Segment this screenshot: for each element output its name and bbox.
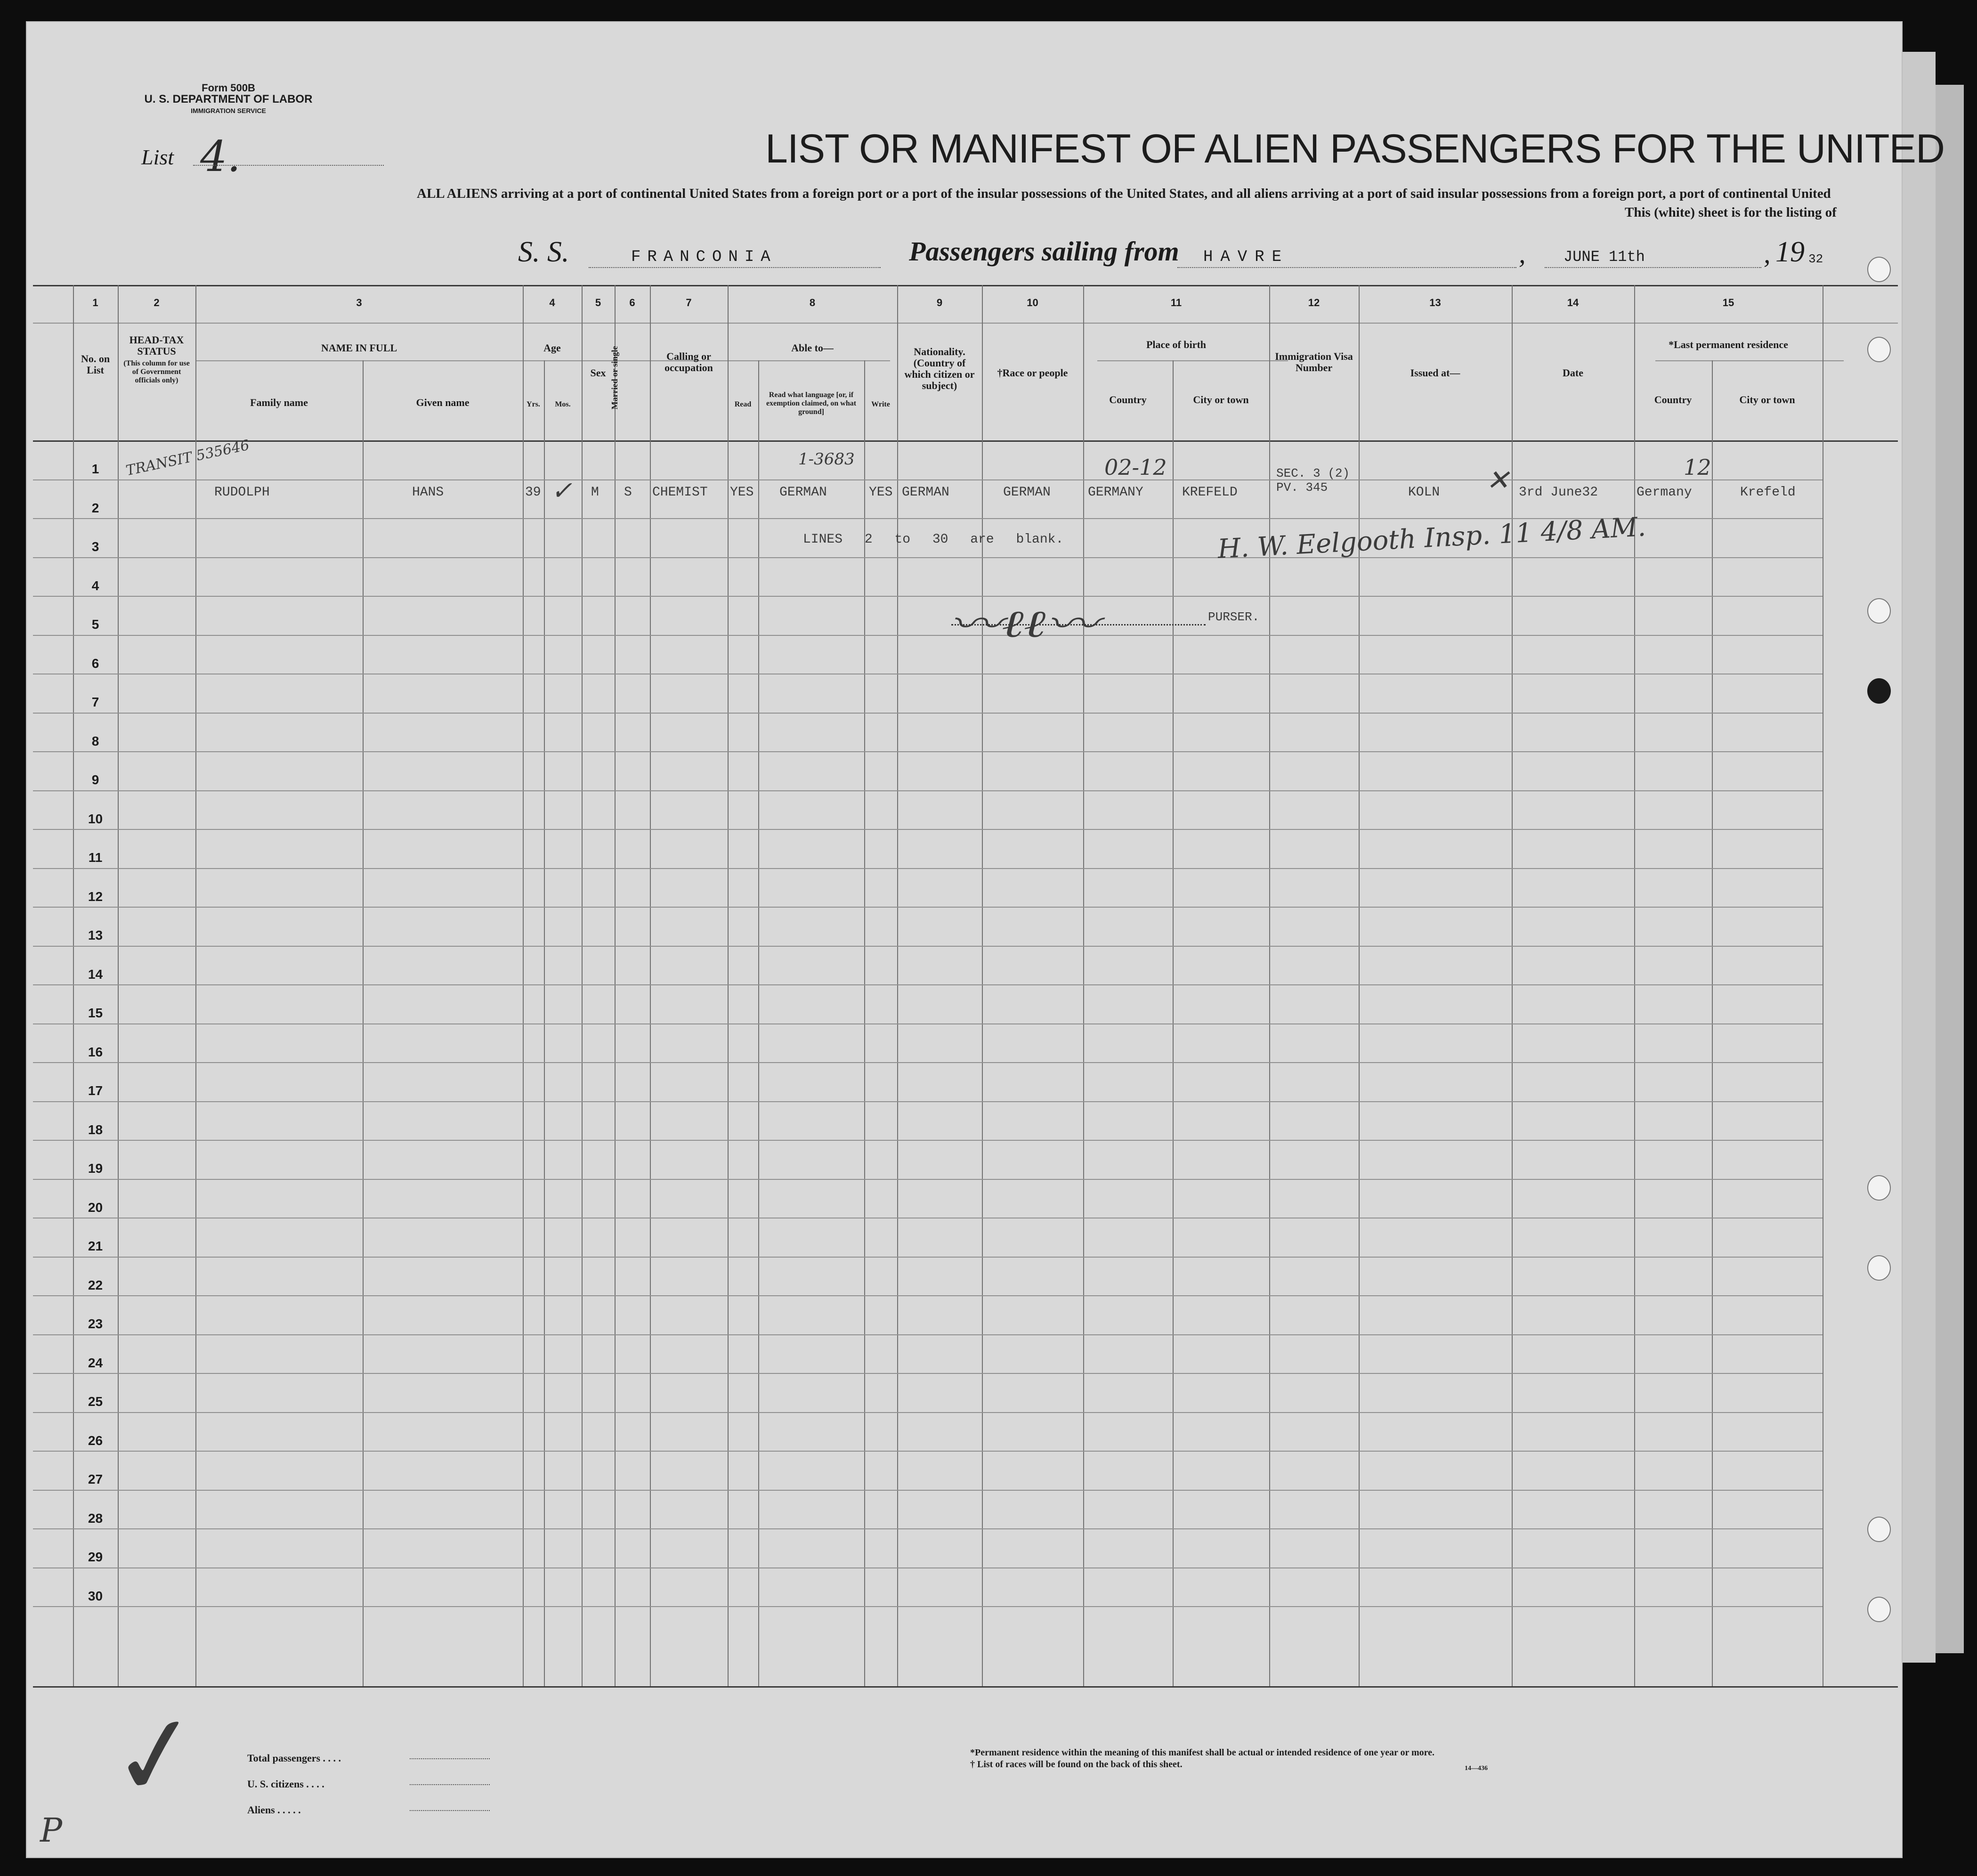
manifest-sheet [26,21,1945,1858]
row-number: 4 [91,578,99,593]
inspector-signature: H. W. Eelgooth Insp. 11 4/8 AM. [1216,512,1647,565]
row-number: 20 [88,1200,103,1215]
row-rule [33,790,1823,791]
punch-hole-icon [1867,337,1891,362]
check-mark-icon: ✓ [102,1687,210,1825]
ship-name: FRANCONIA [631,248,777,266]
column-number: 12 [1308,297,1320,309]
marital-value: S [624,485,632,500]
column-number: 11 [1170,297,1182,309]
head-tax-status: TRANSIT 535646 [124,437,251,479]
column-number: 1 [92,297,98,309]
column-divider [523,285,524,1686]
row-number: 9 [91,772,99,787]
header-calling: Calling or occupation [664,350,713,374]
column-divider [1269,285,1270,1686]
column-number: 13 [1429,297,1441,309]
punch-hole-icon [1867,1175,1891,1201]
list-label: List [141,145,174,169]
sailing-from-label: Passengers sailing from [909,236,1179,267]
aliens-label: Aliens . . . . . [247,1804,301,1816]
total-passengers-label: Total passengers . . . . [247,1752,341,1764]
subtitle-line-1: ALL ALIENS arriving at a port of continental United States from a foreign port or a port of the insular possessions of the United States, and all aliens arriving at a port of said insular possessions from a foreign port, a port of continental United [417,186,1831,201]
row-rule [33,1062,1823,1063]
residence-city-value: Krefeld [1740,485,1796,500]
header-last-residence: *Last permanent residence [1669,339,1788,350]
row-number: 10 [88,811,103,826]
header-write: Write [871,400,890,408]
column-number: 4 [549,297,555,309]
departure-port-line [1177,267,1516,268]
row-rule [33,1257,1823,1258]
visa-number-value: SEC. 3 (2) PV. 345 [1276,466,1350,495]
column-divider [1634,285,1635,1686]
row-rule [33,946,1823,947]
comma-separator: , [1519,238,1526,269]
row-number: 17 [88,1083,103,1098]
row-rule [33,596,1823,597]
header-visa-number: Immigration Visa Number [1275,350,1353,374]
row-number: 19 [88,1161,103,1176]
purser-label: PURSER. [1208,610,1260,624]
row-rule [33,1023,1823,1024]
row-rule [33,1606,1823,1607]
birth-city-value: KREFELD [1182,485,1238,500]
row-rule [33,1412,1823,1413]
column-divider [1359,285,1360,1686]
punch-hole-icon [1867,598,1891,624]
header-place-of-birth: Place of birth [1146,339,1207,350]
row-rule [33,1140,1823,1141]
row-rule [33,479,1823,480]
subheader-rule [195,360,890,361]
list-number: 4. [200,132,241,181]
cross-mark-icon: ✕ [1486,464,1510,497]
header-no-on-list: No. on List [81,353,110,376]
row-number: 24 [88,1355,103,1370]
row-number: 27 [88,1472,103,1486]
row-number: 14 [88,966,103,982]
row-number: 22 [88,1277,103,1292]
header-race: †Race or people [997,367,1068,379]
column-divider [582,285,583,1686]
footnote-races: † List of races will be found on the back of this sheet. [970,1759,1183,1770]
row-rule [33,1373,1823,1374]
column-divider [1083,285,1084,1686]
row-rule [33,1179,1823,1180]
column-number: 6 [629,297,635,309]
subheader-rule [1097,360,1288,361]
us-citizens-label: U. S. citizens . . . . [247,1778,324,1790]
form-number: Form 500B [202,82,255,94]
residence-code-annotation: 12 [1684,455,1711,480]
row-rule [33,1295,1823,1296]
header-issued-at: Issued at— [1410,367,1460,379]
row-number: 3 [91,539,99,554]
column-divider [982,285,983,1686]
row-rule [33,557,1823,558]
header-age-months: Mos. [555,400,571,408]
column-number: 10 [1027,297,1038,309]
purser-signature-line [951,624,1206,625]
column-divider [195,285,196,1686]
row-number: 29 [88,1550,103,1564]
comma-separator: , [1764,238,1771,269]
row-number: 26 [88,1433,103,1448]
ss-label: S. S. [518,236,569,268]
header-name-in-full: NAME IN FULL [321,342,397,354]
row-number: 8 [91,733,99,748]
year-prefix: 19 [1775,236,1805,268]
header-head-tax-note: (This column for use of Government officials only) [123,359,190,384]
sailing-date: JUNE 11th [1564,248,1645,266]
subheader-rule [1655,360,1844,361]
row-number: 16 [88,1044,103,1059]
row-rule [33,1490,1823,1491]
punch-hole-icon [1867,1517,1891,1542]
us-citizens-line [410,1784,490,1785]
column-number-rule [33,323,1898,324]
row-number: 15 [88,1006,103,1020]
header-family-name: Family name [250,397,308,408]
race-value: GERMAN [1003,485,1051,500]
row-rule [33,829,1823,830]
header-given-name: Given name [416,397,470,408]
column-number: 9 [936,297,943,309]
header-able-to: Able to— [791,342,834,354]
footnote-form-code: 14—436 [1465,1765,1488,1772]
column-number: 14 [1567,297,1579,309]
year-suffix: 32 [1808,252,1823,266]
occupation-value: CHEMIST [652,485,708,500]
page-title: LIST OR MANIFEST OF ALIEN PASSENGERS FOR THE UNITED [765,126,1945,171]
row-rule [33,635,1823,636]
row-number: 11 [88,850,103,865]
purser-signature-icon: 〰ℓℓ〰 [949,602,1099,646]
birth-country-value: GERMANY [1088,485,1143,500]
column-divider [615,285,616,1686]
form-header [130,82,327,116]
header-age: Age [543,342,561,354]
header-date: Date [1563,367,1583,379]
header-read-language: Read what language [or, if exemption claimed, on what ground] [766,391,857,416]
column-number: 3 [356,297,362,309]
write-value: YES [869,485,893,500]
column-number: 8 [809,297,816,309]
read-language-value: GERMAN [779,485,827,500]
header-age-years: Yrs. [527,400,540,408]
row-number: 30 [88,1588,103,1603]
stacked-page-edge [1903,52,1936,1663]
row-number: 1 [91,462,99,476]
read-value: YES [730,485,754,500]
row-rule [33,1567,1823,1568]
aliens-line [410,1810,490,1811]
header-sex: Sex [590,367,606,379]
ship-name-line [589,267,881,268]
header-nationality: Nationality. (Country of which citizen or subject) [904,346,975,391]
total-passengers-line [410,1758,490,1759]
nationality-value: GERMAN [902,485,949,500]
column-number: 15 [1722,297,1734,309]
row-number: 21 [88,1239,103,1253]
row-number: 5 [91,617,99,632]
row-rule [33,1101,1823,1102]
column-divider [1512,285,1513,1686]
row-rule [33,1334,1823,1335]
header-head-tax: HEAD-TAX STATUS [129,334,184,357]
age-value: 39 [525,485,541,500]
header-birth-city: City or town [1193,394,1249,406]
language-code-annotation: 1-3683 [798,450,855,469]
row-number: 23 [88,1316,103,1331]
corner-mark: P [40,1811,63,1850]
given-name-value: HANS [412,485,444,500]
row-number: 28 [88,1511,103,1526]
column-divider [650,285,651,1686]
row-rule [33,868,1823,869]
column-divider [118,285,119,1686]
issued-at-value: KOLN [1408,485,1440,500]
sailing-date-line [1545,267,1761,268]
header-residence-city: City or town [1739,394,1795,406]
row-rule [33,713,1823,714]
header-married-or-single: Married or single [610,346,619,410]
residence-country-value: Germany [1637,485,1692,500]
stacked-page-edge [1936,85,1964,1653]
date-value: 3rd June32 [1519,485,1598,500]
row-rule [33,984,1823,985]
department-name: U. S. DEPARTMENT OF LABOR [144,93,313,106]
punch-hole-icon [1867,678,1891,704]
row-rule [33,1528,1823,1529]
row-rule [33,751,1823,752]
punch-hole-icon [1867,257,1891,282]
header-bottom-rule [33,440,1898,442]
column-number: 7 [686,297,692,309]
row-number: 2 [91,500,99,515]
row-number: 18 [88,1122,103,1137]
column-divider [728,285,729,1686]
punch-hole-icon [1867,1597,1891,1622]
list-number-line [193,165,384,166]
row-number: 12 [88,889,103,904]
footnote-residence: *Permanent residence within the meaning of this manifest shall be actual or intended residence of one year or more. [970,1747,1435,1758]
row-number: 25 [88,1394,103,1409]
column-number: 5 [595,297,601,309]
header-birth-country: Country [1109,394,1147,406]
header-residence-country: Country [1654,394,1692,406]
row-rule [33,1451,1823,1452]
service-name: IMMIGRATION SERVICE [191,107,266,114]
column-number: 2 [154,297,160,309]
birth-code-annotation: 02-12 [1104,455,1167,480]
row-number: 13 [88,928,103,942]
sex-value: M [591,485,599,500]
departure-port: HAVRE [1203,248,1289,266]
table-bottom-rule [33,1686,1898,1688]
row-rule [33,907,1823,908]
family-name-value: RUDOLPH [214,485,270,500]
checkmark-icon: ✓ [551,476,573,505]
header-read: Read [734,400,752,408]
row-number: 6 [91,656,99,671]
row-number: 7 [91,695,99,709]
table-top-rule [33,285,1898,286]
column-divider [897,285,898,1686]
blank-lines-note: LINES 2 to 30 are blank. [803,532,1064,547]
punch-hole-icon [1867,1255,1891,1281]
subtitle-line-2: This (white) sheet is for the listing of [1625,205,1837,220]
